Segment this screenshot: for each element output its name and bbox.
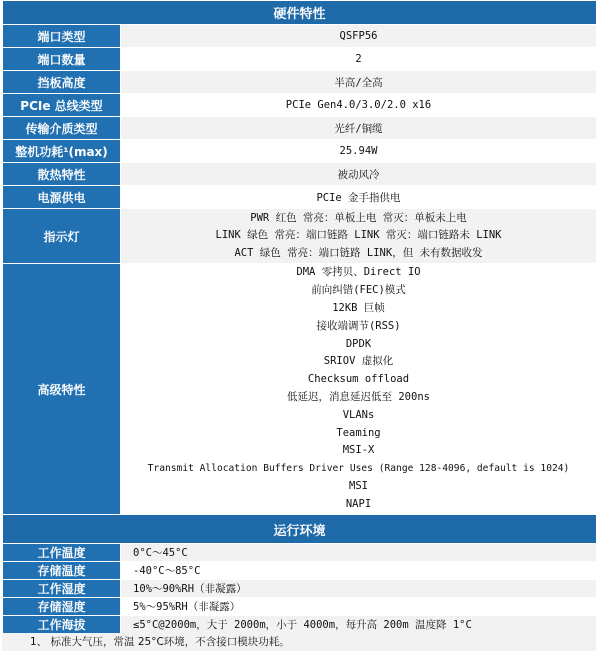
storage-humidity-label: 存储湿度: [3, 598, 121, 616]
table-row: [3, 48, 597, 71]
feature-item: MSI-X: [342, 444, 375, 457]
operating-altitude-value: ≤5°C@2000m，大于 2000m，小于 4000m，每升高 200m 温度降 1°C: [121, 616, 597, 634]
feature-item: MSI: [349, 479, 368, 492]
storage-humidity-value: 5%～95%RH（非凝露）: [121, 598, 597, 616]
feature-item: Teaming: [336, 426, 381, 439]
table-row: [3, 117, 597, 140]
advanced-features-label: 高级特性: [3, 264, 121, 515]
feature-item: 接收端调节(RSS): [316, 319, 401, 332]
media-type-value: 光纤/铜缆: [121, 117, 597, 140]
advanced-features-value: [121, 264, 597, 515]
operating-altitude-label: 工作海拔: [3, 616, 121, 634]
feature-item: NAPI: [345, 497, 372, 510]
feature-item: DMA 零拷贝、Direct IO: [296, 266, 421, 279]
power-consumption-label: 整机功耗¹(max): [3, 140, 121, 163]
indicator-line-act: ACT 绿色 常亮：端口链路 LINK，但 未有数据收发: [234, 246, 483, 259]
table-row: [3, 140, 597, 163]
table-row: [3, 264, 597, 515]
hardware-section-header: [3, 1, 597, 25]
table-row: [3, 544, 597, 562]
port-type-label: 端口类型: [3, 25, 121, 48]
port-type-value: QSFP56: [121, 25, 597, 48]
pcie-bus-label: PCIe 总线类型: [3, 94, 121, 117]
cooling-label: 散热特性: [3, 163, 121, 186]
operating-temp-label: 工作温度: [3, 544, 121, 562]
table-row: [3, 163, 597, 186]
table-row: [3, 598, 597, 616]
port-count-value: 2: [121, 48, 597, 71]
bracket-height-label: 挡板高度: [3, 71, 121, 94]
pcie-bus-value: PCIe Gen4.0/3.0/2.0 x16: [121, 94, 597, 117]
storage-temp-value: -40°C～85°C: [121, 562, 597, 580]
cooling-value: 被动风冷: [121, 163, 597, 186]
power-consumption-value: 25.94W: [121, 140, 597, 163]
table-row: [3, 616, 597, 634]
feature-item: Transmit Allocation Buffers Driver Uses (Range 128-4096, default is 1024): [147, 463, 570, 475]
table-row: [3, 209, 597, 264]
indicator-line-pwr: PWR 红色 常亮：单板上电 常灭：单板未上电: [250, 212, 467, 225]
feature-item: DPDK: [345, 337, 372, 350]
operating-humidity-label: 工作湿度: [3, 580, 121, 598]
indicator-label: 指示灯: [3, 209, 121, 264]
table-row: [3, 25, 597, 48]
storage-temp-label: 存储温度: [3, 562, 121, 580]
spec-table: [2, 0, 597, 634]
feature-item: Checksum offload: [307, 373, 410, 386]
feature-item: 低延迟，消息延迟低至 200ns: [287, 391, 430, 403]
environment-title: 运行环境: [3, 515, 597, 544]
indicator-line-link: LINK 绿色 常亮：端口链路 LINK 常灭：端口链路未 LINK: [215, 229, 502, 242]
power-supply-value: PCIe 金手指供电: [121, 186, 597, 209]
table-row: [3, 94, 597, 117]
bracket-height-value: 半高/全高: [121, 71, 597, 94]
environment-section-header: [3, 515, 597, 544]
power-supply-label: 电源供电: [3, 186, 121, 209]
footnote: 1、 标准大气压，常温 25°C环境，不含接口模块功耗。: [2, 633, 596, 651]
table-row: [3, 580, 597, 598]
hardware-title: 硬件特性: [3, 1, 597, 25]
table-row: [3, 71, 597, 94]
table-row: [3, 562, 597, 580]
operating-humidity-value: 10%～90%RH（非凝露）: [121, 580, 597, 598]
feature-item: 12KB 巨帧: [332, 302, 385, 315]
media-type-label: 传输介质类型: [3, 117, 121, 140]
table-row: [3, 186, 597, 209]
feature-item: 前向纠错(FEC)模式: [311, 284, 406, 297]
indicator-value: [121, 209, 597, 264]
feature-item: VLANs: [342, 408, 375, 421]
port-count-label: 端口数量: [3, 48, 121, 71]
feature-item: SRIOV 虚拟化: [323, 355, 394, 368]
operating-temp-value: 0°C～45°C: [121, 544, 597, 562]
